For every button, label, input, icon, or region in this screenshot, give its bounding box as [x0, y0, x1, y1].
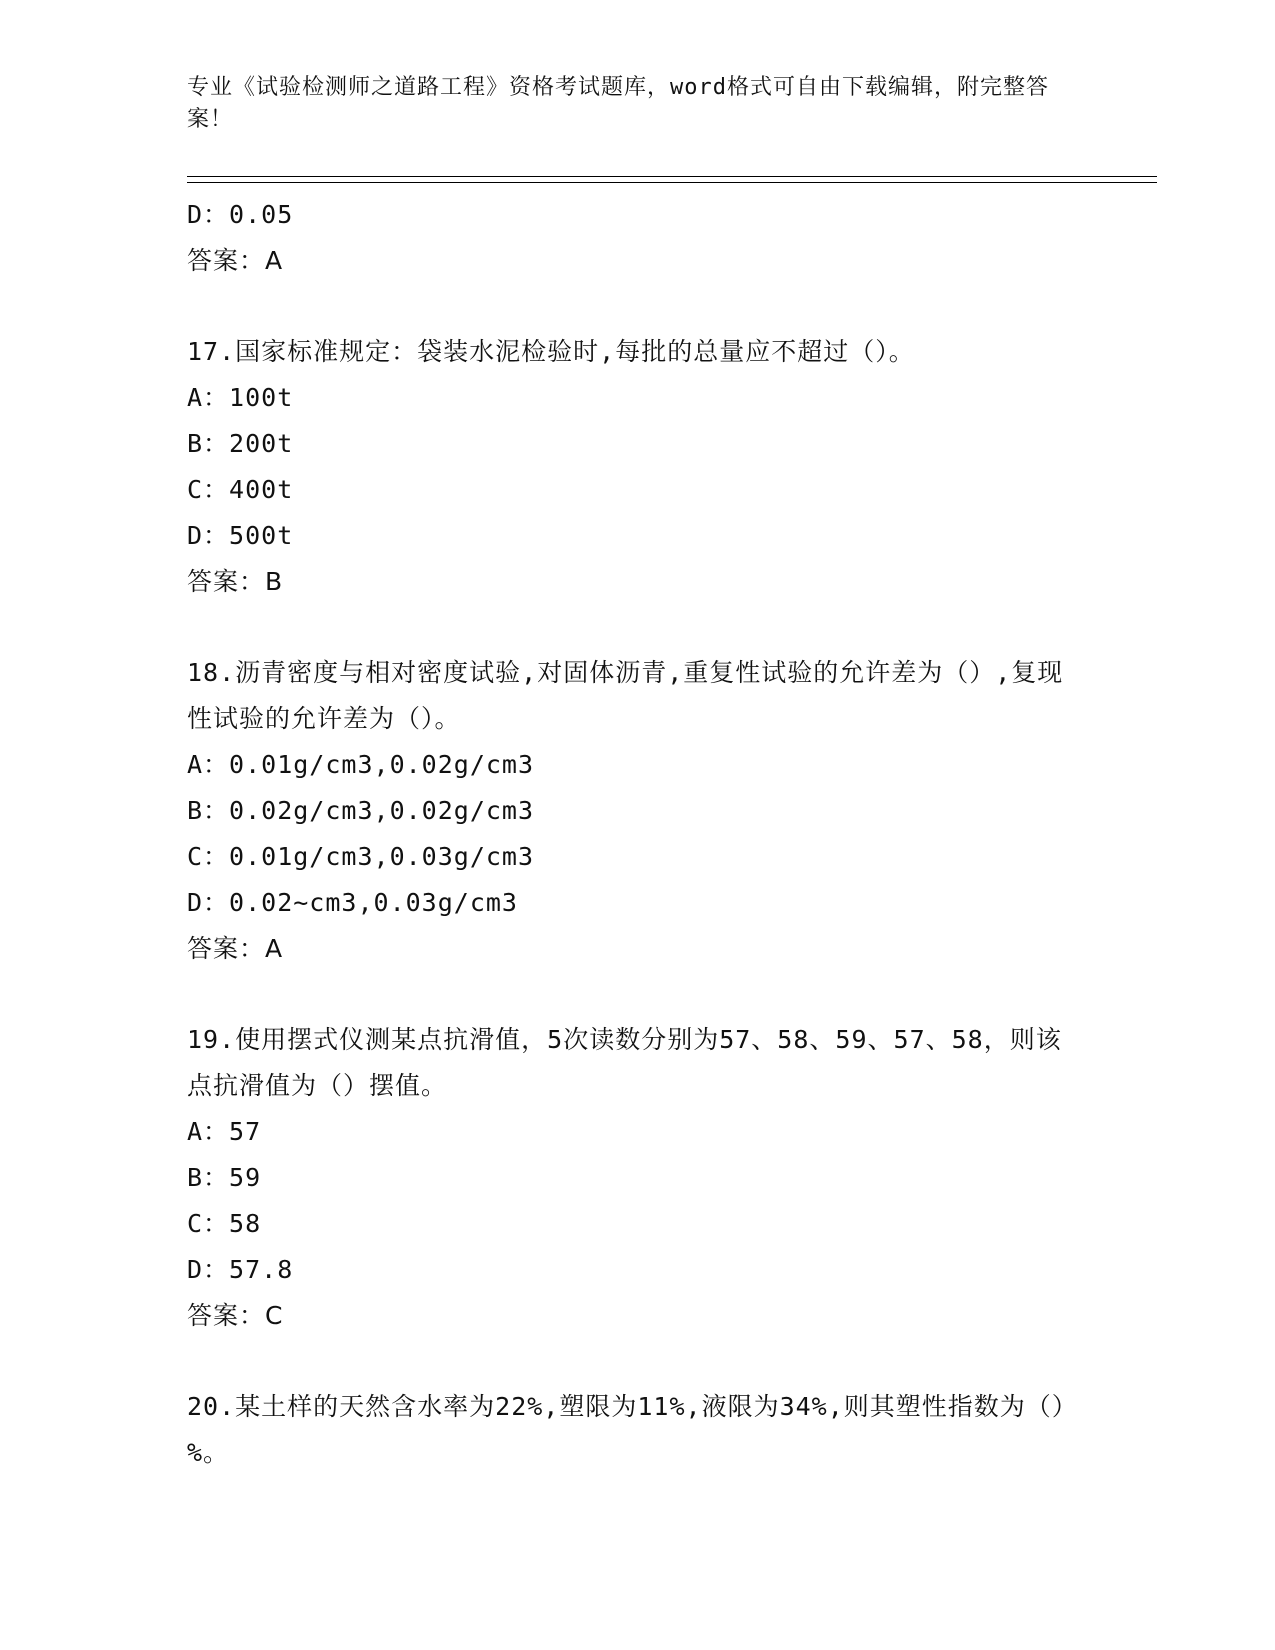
- option-line: C：400t: [187, 475, 294, 504]
- option-line: A：57: [187, 1117, 262, 1146]
- option-line: D：0.05: [187, 200, 294, 229]
- document-header: 专业《试验检测师之道路工程》资格考试题库，word格式可自由下载编辑，附完整答案！: [187, 75, 1049, 132]
- option-line: B：200t: [187, 429, 294, 458]
- answer-line: 答案：A: [187, 934, 284, 963]
- question-stem: 20.某土样的天然含水率为22%,塑限为11%,液限为34%,则其塑性指数为（）%。: [187, 1392, 1078, 1467]
- answer-line: 答案：B: [187, 567, 284, 596]
- question-item: [187, 1017, 1087, 1339]
- question-item: [187, 329, 1087, 605]
- option-line: D：57.8: [187, 1255, 294, 1284]
- question-stem: 18.沥青密度与相对密度试验,对固体沥青,重复性试验的允许差为（）,复现性试验的允许差为（）。: [187, 658, 1064, 733]
- question-stem: 19.使用摆式仪测某点抗滑值，5次读数分别为57、58、59、57、58，则该点抗滑值为（）摆值。: [187, 1025, 1062, 1100]
- option-line: C：58: [187, 1209, 262, 1238]
- option-line: C：0.01g/cm3,0.03g/cm3: [187, 842, 535, 871]
- option-line: B：0.02g/cm3,0.02g/cm3: [187, 796, 535, 825]
- question-list: [187, 192, 1087, 1476]
- option-line: A：0.01g/cm3,0.02g/cm3: [187, 750, 535, 779]
- header-divider-bottom: [187, 182, 1157, 183]
- option-line: D：500t: [187, 521, 294, 550]
- question-item: [187, 650, 1087, 972]
- option-line: D：0.02~cm3,0.03g/cm3: [187, 888, 518, 917]
- answer-line: 答案：C: [187, 1301, 284, 1330]
- option-line: A：100t: [187, 383, 294, 412]
- option-line: B：59: [187, 1163, 262, 1192]
- answer-line: 答案：A: [187, 246, 284, 275]
- question-stem: 17.国家标准规定：袋装水泥检验时,每批的总量应不超过（）。: [187, 337, 915, 366]
- header-divider-top: [187, 176, 1157, 177]
- question-item: [187, 1384, 1087, 1476]
